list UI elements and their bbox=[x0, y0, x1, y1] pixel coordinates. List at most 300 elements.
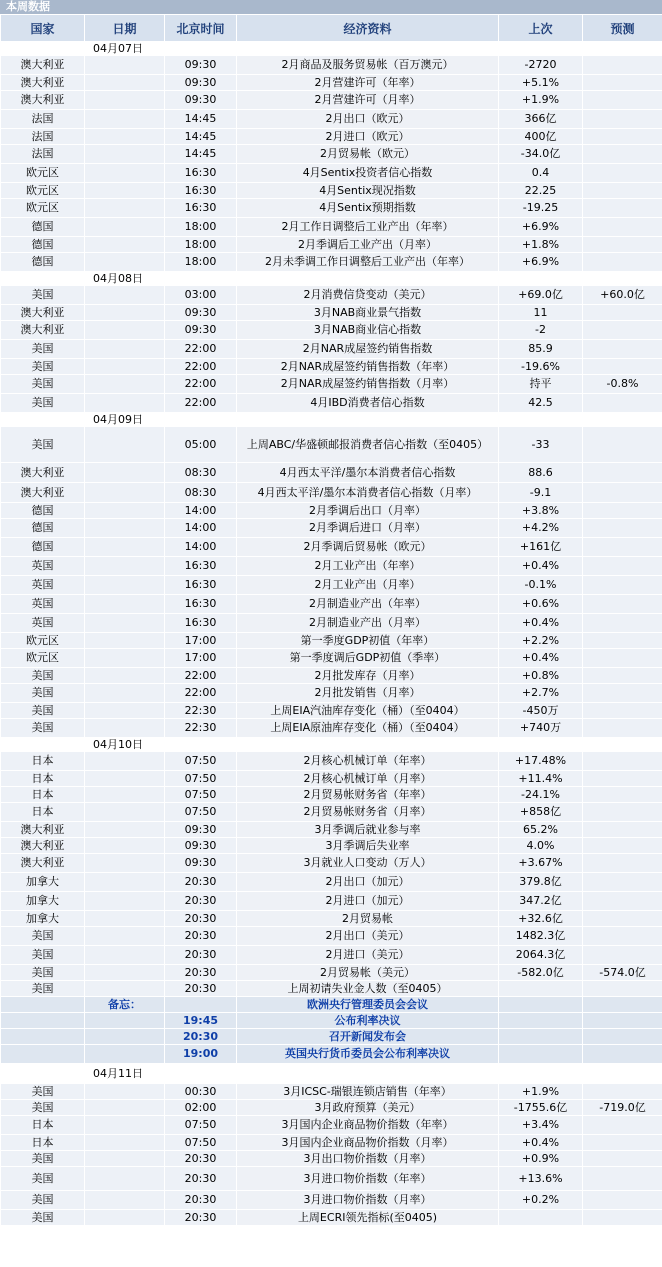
time-cell: 20:30 bbox=[165, 927, 237, 946]
indicator-cell: 2月贸易帐（欧元） bbox=[237, 145, 499, 164]
previous-cell: +5.1% bbox=[499, 75, 583, 91]
country-cell: 美国 bbox=[1, 684, 85, 703]
forecast-cell bbox=[583, 340, 662, 359]
date-cell bbox=[85, 129, 165, 145]
date-cell bbox=[85, 576, 165, 595]
forecast-cell bbox=[583, 684, 662, 703]
table-row bbox=[1, 1167, 662, 1191]
country-cell bbox=[1, 42, 85, 56]
country-cell: 法国 bbox=[1, 129, 85, 145]
table-row bbox=[1, 145, 662, 164]
previous-cell: -33 bbox=[499, 427, 583, 463]
forecast-cell bbox=[583, 321, 662, 340]
date-cell bbox=[85, 1084, 165, 1100]
table-row bbox=[1, 981, 662, 997]
time-cell: 14:00 bbox=[165, 538, 237, 557]
indicator-cell: 上周EIA原油库存变化（桶）（至0404） bbox=[237, 719, 499, 738]
table-row bbox=[1, 649, 662, 668]
date-cell bbox=[85, 1151, 165, 1167]
date-group-row bbox=[1, 738, 662, 752]
date-cell bbox=[85, 1167, 165, 1191]
time-cell: 16:30 bbox=[165, 199, 237, 218]
page-title: 本周数据 bbox=[0, 0, 662, 14]
country-cell: 法国 bbox=[1, 110, 85, 129]
forecast-cell bbox=[583, 927, 662, 946]
time-cell: 20:30 bbox=[165, 1029, 237, 1045]
indicator-cell: 2月工作日调整后工业产出（年率） bbox=[237, 218, 499, 237]
forecast-cell bbox=[583, 981, 662, 997]
country-cell: 美国 bbox=[1, 1151, 85, 1167]
time-cell bbox=[165, 42, 237, 56]
country-cell: 美国 bbox=[1, 394, 85, 413]
forecast-cell bbox=[583, 771, 662, 787]
country-cell: 美国 bbox=[1, 1167, 85, 1191]
indicator-cell: 上周初请失业金人数（至0405） bbox=[237, 981, 499, 997]
indicator-cell: 2月制造业产出（月率） bbox=[237, 614, 499, 633]
country-cell: 澳大利亚 bbox=[1, 321, 85, 340]
indicator-cell: 2月核心机械订单（年率） bbox=[237, 752, 499, 771]
memo-row bbox=[1, 1029, 662, 1045]
forecast-cell bbox=[583, 873, 662, 892]
time-cell: 09:30 bbox=[165, 305, 237, 321]
forecast-cell bbox=[583, 56, 662, 75]
memo-label bbox=[85, 1029, 165, 1045]
previous-cell: +0.2% bbox=[499, 1191, 583, 1210]
previous-cell: +0.4% bbox=[499, 614, 583, 633]
country-cell: 美国 bbox=[1, 1191, 85, 1210]
previous-cell: +3.67% bbox=[499, 854, 583, 873]
indicator-cell: 3月进口物价指数（年率） bbox=[237, 1167, 499, 1191]
time-cell: 09:30 bbox=[165, 838, 237, 854]
time-cell: 20:30 bbox=[165, 946, 237, 965]
previous-cell bbox=[499, 1029, 583, 1045]
previous-cell: +11.4% bbox=[499, 771, 583, 787]
previous-cell: -34.0亿 bbox=[499, 145, 583, 164]
country-cell: 德国 bbox=[1, 237, 85, 253]
header-previous: 上次 bbox=[499, 15, 583, 42]
previous-cell: +3.4% bbox=[499, 1116, 583, 1135]
indicator-cell bbox=[237, 1064, 499, 1084]
forecast-cell bbox=[583, 1084, 662, 1100]
header-country: 国家 bbox=[1, 15, 85, 42]
time-cell: 14:00 bbox=[165, 519, 237, 538]
previous-cell: 85.9 bbox=[499, 340, 583, 359]
table-row bbox=[1, 56, 662, 75]
previous-cell: 1482.3亿 bbox=[499, 927, 583, 946]
table-row bbox=[1, 164, 662, 183]
time-cell: 19:45 bbox=[165, 1013, 237, 1029]
forecast-cell bbox=[583, 272, 662, 286]
indicator-cell: 3月NAB商业信心指数 bbox=[237, 321, 499, 340]
country-cell bbox=[1, 738, 85, 752]
table-row bbox=[1, 253, 662, 272]
time-cell: 22:30 bbox=[165, 719, 237, 738]
forecast-cell bbox=[583, 822, 662, 838]
time-cell: 07:50 bbox=[165, 1116, 237, 1135]
memo-label: 备忘： bbox=[85, 997, 165, 1013]
country-cell: 英国 bbox=[1, 557, 85, 576]
date-cell bbox=[85, 649, 165, 668]
time-cell: 09:30 bbox=[165, 854, 237, 873]
table-row bbox=[1, 684, 662, 703]
previous-cell bbox=[499, 272, 583, 286]
time-cell: 16:30 bbox=[165, 614, 237, 633]
date-cell: 04月08日 bbox=[85, 272, 165, 286]
previous-cell: +161亿 bbox=[499, 538, 583, 557]
country-cell: 美国 bbox=[1, 1100, 85, 1116]
country-cell: 美国 bbox=[1, 668, 85, 684]
previous-cell: +0.4% bbox=[499, 649, 583, 668]
indicator-cell: 2月商品及服务贸易帐（百万澳元） bbox=[237, 56, 499, 75]
table-row bbox=[1, 854, 662, 873]
country-cell: 美国 bbox=[1, 965, 85, 981]
indicator-cell: 2月贸易帐财务省（年率） bbox=[237, 787, 499, 803]
table-row bbox=[1, 965, 662, 981]
forecast-cell bbox=[583, 614, 662, 633]
previous-cell: -9.1 bbox=[499, 483, 583, 503]
forecast-cell bbox=[583, 110, 662, 129]
forecast-cell bbox=[583, 787, 662, 803]
indicator-cell: 上周EIA汽油库存变化（桶）（至0404） bbox=[237, 703, 499, 719]
indicator-cell: 2月工业产出（月率） bbox=[237, 576, 499, 595]
table-row bbox=[1, 463, 662, 483]
time-cell: 19:00 bbox=[165, 1045, 237, 1064]
date-cell bbox=[85, 981, 165, 997]
time-cell bbox=[165, 1064, 237, 1084]
previous-cell bbox=[499, 981, 583, 997]
country-cell: 法国 bbox=[1, 145, 85, 164]
indicator-cell: 2月进口（加元） bbox=[237, 892, 499, 911]
indicator-cell: 2月贸易帐财务省（月率） bbox=[237, 803, 499, 822]
forecast-cell bbox=[583, 719, 662, 738]
date-cell bbox=[85, 286, 165, 305]
forecast-cell bbox=[583, 997, 662, 1013]
table-row bbox=[1, 519, 662, 538]
memo-event: 欧洲央行管理委员会会议 bbox=[237, 997, 499, 1013]
country-cell: 美国 bbox=[1, 427, 85, 463]
table-row bbox=[1, 719, 662, 738]
date-cell bbox=[85, 199, 165, 218]
time-cell: 14:45 bbox=[165, 110, 237, 129]
country-cell bbox=[1, 1064, 85, 1084]
forecast-cell bbox=[583, 145, 662, 164]
country-cell: 欧元区 bbox=[1, 183, 85, 199]
date-cell bbox=[85, 595, 165, 614]
previous-cell: +6.9% bbox=[499, 218, 583, 237]
date-cell bbox=[85, 633, 165, 649]
date-cell bbox=[85, 91, 165, 110]
header-indicator: 经济资料 bbox=[237, 15, 499, 42]
indicator-cell: 4月Sentix预期指数 bbox=[237, 199, 499, 218]
indicator-cell: 2月消费信贷变动（美元） bbox=[237, 286, 499, 305]
previous-cell: 88.6 bbox=[499, 463, 583, 483]
forecast-cell: -719.0亿 bbox=[583, 1100, 662, 1116]
date-cell bbox=[85, 838, 165, 854]
time-cell: 22:00 bbox=[165, 684, 237, 703]
forecast-cell bbox=[583, 538, 662, 557]
time-cell: 09:30 bbox=[165, 822, 237, 838]
date-cell: 04月10日 bbox=[85, 738, 165, 752]
country-cell: 欧元区 bbox=[1, 164, 85, 183]
previous-cell bbox=[499, 1064, 583, 1084]
previous-cell: +0.8% bbox=[499, 668, 583, 684]
header-beijing-time: 北京时间 bbox=[165, 15, 237, 42]
forecast-cell bbox=[583, 394, 662, 413]
forecast-cell bbox=[583, 463, 662, 483]
table-row bbox=[1, 427, 662, 463]
forecast-cell bbox=[583, 892, 662, 911]
country-cell: 澳大利亚 bbox=[1, 305, 85, 321]
indicator-cell: 4月Sentix现况指数 bbox=[237, 183, 499, 199]
date-cell bbox=[85, 483, 165, 503]
table-row bbox=[1, 838, 662, 854]
forecast-cell bbox=[583, 946, 662, 965]
previous-cell: +0.4% bbox=[499, 557, 583, 576]
table-row bbox=[1, 218, 662, 237]
table-row bbox=[1, 1210, 662, 1226]
forecast-cell bbox=[583, 237, 662, 253]
time-cell: 18:00 bbox=[165, 237, 237, 253]
country-cell: 美国 bbox=[1, 927, 85, 946]
time-cell: 14:45 bbox=[165, 145, 237, 164]
country-cell: 澳大利亚 bbox=[1, 91, 85, 110]
date-cell bbox=[85, 56, 165, 75]
table-row bbox=[1, 483, 662, 503]
memo-label bbox=[85, 1045, 165, 1064]
previous-cell: -19.25 bbox=[499, 199, 583, 218]
forecast-cell bbox=[583, 218, 662, 237]
time-cell: 02:00 bbox=[165, 1100, 237, 1116]
date-cell bbox=[85, 218, 165, 237]
forecast-cell bbox=[583, 633, 662, 649]
date-cell bbox=[85, 873, 165, 892]
country-cell: 日本 bbox=[1, 771, 85, 787]
time-cell bbox=[165, 738, 237, 752]
memo-row bbox=[1, 1013, 662, 1029]
table-row bbox=[1, 503, 662, 519]
country-cell: 日本 bbox=[1, 752, 85, 771]
indicator-cell: 3月NAB商业景气指数 bbox=[237, 305, 499, 321]
table-row bbox=[1, 1191, 662, 1210]
country-cell: 美国 bbox=[1, 703, 85, 719]
indicator-cell bbox=[237, 42, 499, 56]
date-cell bbox=[85, 427, 165, 463]
table-row bbox=[1, 927, 662, 946]
forecast-cell: -0.8% bbox=[583, 375, 662, 394]
time-cell: 20:30 bbox=[165, 911, 237, 927]
memo-label bbox=[85, 1013, 165, 1029]
previous-cell: +6.9% bbox=[499, 253, 583, 272]
forecast-cell bbox=[583, 854, 662, 873]
date-cell bbox=[85, 1116, 165, 1135]
forecast-cell bbox=[583, 595, 662, 614]
table-row bbox=[1, 286, 662, 305]
previous-cell: 400亿 bbox=[499, 129, 583, 145]
time-cell: 20:30 bbox=[165, 1210, 237, 1226]
previous-cell: 11 bbox=[499, 305, 583, 321]
previous-cell: 0.4 bbox=[499, 164, 583, 183]
table-row bbox=[1, 237, 662, 253]
date-cell: 04月09日 bbox=[85, 413, 165, 427]
country-cell: 德国 bbox=[1, 519, 85, 538]
previous-cell: -2720 bbox=[499, 56, 583, 75]
table-row bbox=[1, 803, 662, 822]
forecast-cell bbox=[583, 838, 662, 854]
indicator-cell bbox=[237, 738, 499, 752]
country-cell: 美国 bbox=[1, 1210, 85, 1226]
table-row bbox=[1, 946, 662, 965]
forecast-cell bbox=[583, 576, 662, 595]
country-cell: 英国 bbox=[1, 576, 85, 595]
country-cell bbox=[1, 1029, 85, 1045]
time-cell: 07:50 bbox=[165, 1135, 237, 1151]
country-cell bbox=[1, 272, 85, 286]
table-row bbox=[1, 595, 662, 614]
time-cell: 17:00 bbox=[165, 649, 237, 668]
table-row bbox=[1, 822, 662, 838]
time-cell: 20:30 bbox=[165, 1151, 237, 1167]
country-cell: 加拿大 bbox=[1, 892, 85, 911]
table-row bbox=[1, 340, 662, 359]
country-cell bbox=[1, 413, 85, 427]
country-cell bbox=[1, 1045, 85, 1064]
indicator-cell: 2月批发库存（月率） bbox=[237, 668, 499, 684]
country-cell: 美国 bbox=[1, 359, 85, 375]
table-row bbox=[1, 321, 662, 340]
table-row bbox=[1, 892, 662, 911]
forecast-cell bbox=[583, 1210, 662, 1226]
date-cell: 04月11日 bbox=[85, 1064, 165, 1084]
indicator-cell: 2月核心机械订单（月率） bbox=[237, 771, 499, 787]
time-cell: 18:00 bbox=[165, 218, 237, 237]
previous-cell: -582.0亿 bbox=[499, 965, 583, 981]
country-cell: 日本 bbox=[1, 1116, 85, 1135]
date-cell bbox=[85, 340, 165, 359]
indicator-cell: 4月西太平洋/墨尔本消费者信心指数 bbox=[237, 463, 499, 483]
time-cell: 16:30 bbox=[165, 183, 237, 199]
table-row bbox=[1, 538, 662, 557]
forecast-cell bbox=[583, 738, 662, 752]
time-cell: 09:30 bbox=[165, 321, 237, 340]
country-cell: 美国 bbox=[1, 981, 85, 997]
table-body bbox=[1, 42, 662, 1226]
date-cell bbox=[85, 771, 165, 787]
memo-event: 英国央行货币委员会公布利率决议 bbox=[237, 1045, 499, 1064]
time-cell: 08:30 bbox=[165, 463, 237, 483]
previous-cell: -19.6% bbox=[499, 359, 583, 375]
date-cell bbox=[85, 892, 165, 911]
forecast-cell: +60.0亿 bbox=[583, 286, 662, 305]
table-row bbox=[1, 1116, 662, 1135]
forecast-cell bbox=[583, 557, 662, 576]
forecast-cell bbox=[583, 75, 662, 91]
forecast-cell bbox=[583, 1116, 662, 1135]
indicator-cell: 2月季调后贸易帐（欧元） bbox=[237, 538, 499, 557]
indicator-cell: 3月政府预算（美元） bbox=[237, 1100, 499, 1116]
time-cell: 22:00 bbox=[165, 394, 237, 413]
table-row bbox=[1, 787, 662, 803]
country-cell: 德国 bbox=[1, 253, 85, 272]
country-cell: 美国 bbox=[1, 719, 85, 738]
time-cell: 00:30 bbox=[165, 1084, 237, 1100]
indicator-cell: 3月就业人口变动（万人） bbox=[237, 854, 499, 873]
date-cell bbox=[85, 703, 165, 719]
indicator-cell: 第一季度调后GDP初值（季率） bbox=[237, 649, 499, 668]
indicator-cell: 2月进口（欧元） bbox=[237, 129, 499, 145]
forecast-cell bbox=[583, 1151, 662, 1167]
previous-cell: +858亿 bbox=[499, 803, 583, 822]
table-row bbox=[1, 752, 662, 771]
date-cell bbox=[85, 803, 165, 822]
date-cell bbox=[85, 557, 165, 576]
country-cell: 欧元区 bbox=[1, 649, 85, 668]
table-row bbox=[1, 91, 662, 110]
time-cell: 07:50 bbox=[165, 787, 237, 803]
date-cell bbox=[85, 110, 165, 129]
indicator-cell: 2月贸易帐（美元） bbox=[237, 965, 499, 981]
forecast-cell bbox=[583, 164, 662, 183]
country-cell: 澳大利亚 bbox=[1, 822, 85, 838]
previous-cell: 65.2% bbox=[499, 822, 583, 838]
indicator-cell: 3月季调后失业率 bbox=[237, 838, 499, 854]
time-cell: 17:00 bbox=[165, 633, 237, 649]
indicator-cell: 3月国内企业商品物价指数（年率） bbox=[237, 1116, 499, 1135]
forecast-cell bbox=[583, 1135, 662, 1151]
indicator-cell: 第一季度GDP初值（年率） bbox=[237, 633, 499, 649]
time-cell: 09:30 bbox=[165, 56, 237, 75]
date-cell bbox=[85, 787, 165, 803]
indicator-cell: 4月西太平洋/墨尔本消费者信心指数（月率） bbox=[237, 483, 499, 503]
previous-cell: +1.9% bbox=[499, 1084, 583, 1100]
table-row bbox=[1, 1100, 662, 1116]
previous-cell: 366亿 bbox=[499, 110, 583, 129]
forecast-cell bbox=[583, 803, 662, 822]
country-cell: 澳大利亚 bbox=[1, 56, 85, 75]
indicator-cell: 3月出口物价指数（月率） bbox=[237, 1151, 499, 1167]
indicator-cell: 4月Sentix投资者信心指数 bbox=[237, 164, 499, 183]
previous-cell bbox=[499, 997, 583, 1013]
table-row bbox=[1, 1151, 662, 1167]
forecast-cell bbox=[583, 1029, 662, 1045]
date-cell bbox=[85, 145, 165, 164]
forecast-cell bbox=[583, 703, 662, 719]
previous-cell: +0.4% bbox=[499, 1135, 583, 1151]
table-row bbox=[1, 110, 662, 129]
date-cell bbox=[85, 1135, 165, 1151]
date-cell bbox=[85, 237, 165, 253]
indicator-cell: 4月IBD消费者信心指数 bbox=[237, 394, 499, 413]
date-cell bbox=[85, 668, 165, 684]
indicator-cell bbox=[237, 413, 499, 427]
date-cell bbox=[85, 719, 165, 738]
time-cell: 09:30 bbox=[165, 75, 237, 91]
previous-cell: +1.9% bbox=[499, 91, 583, 110]
previous-cell: +32.6亿 bbox=[499, 911, 583, 927]
time-cell: 22:00 bbox=[165, 359, 237, 375]
table-row bbox=[1, 183, 662, 199]
country-cell bbox=[1, 997, 85, 1013]
date-cell bbox=[85, 1100, 165, 1116]
previous-cell bbox=[499, 42, 583, 56]
table-row bbox=[1, 129, 662, 145]
forecast-cell bbox=[583, 1064, 662, 1084]
forecast-cell bbox=[583, 519, 662, 538]
time-cell: 20:30 bbox=[165, 873, 237, 892]
previous-cell: -24.1% bbox=[499, 787, 583, 803]
indicator-cell: 2月NAR成屋签约销售指数（年率） bbox=[237, 359, 499, 375]
date-cell bbox=[85, 752, 165, 771]
indicator-cell: 3月季调后就业参与率 bbox=[237, 822, 499, 838]
